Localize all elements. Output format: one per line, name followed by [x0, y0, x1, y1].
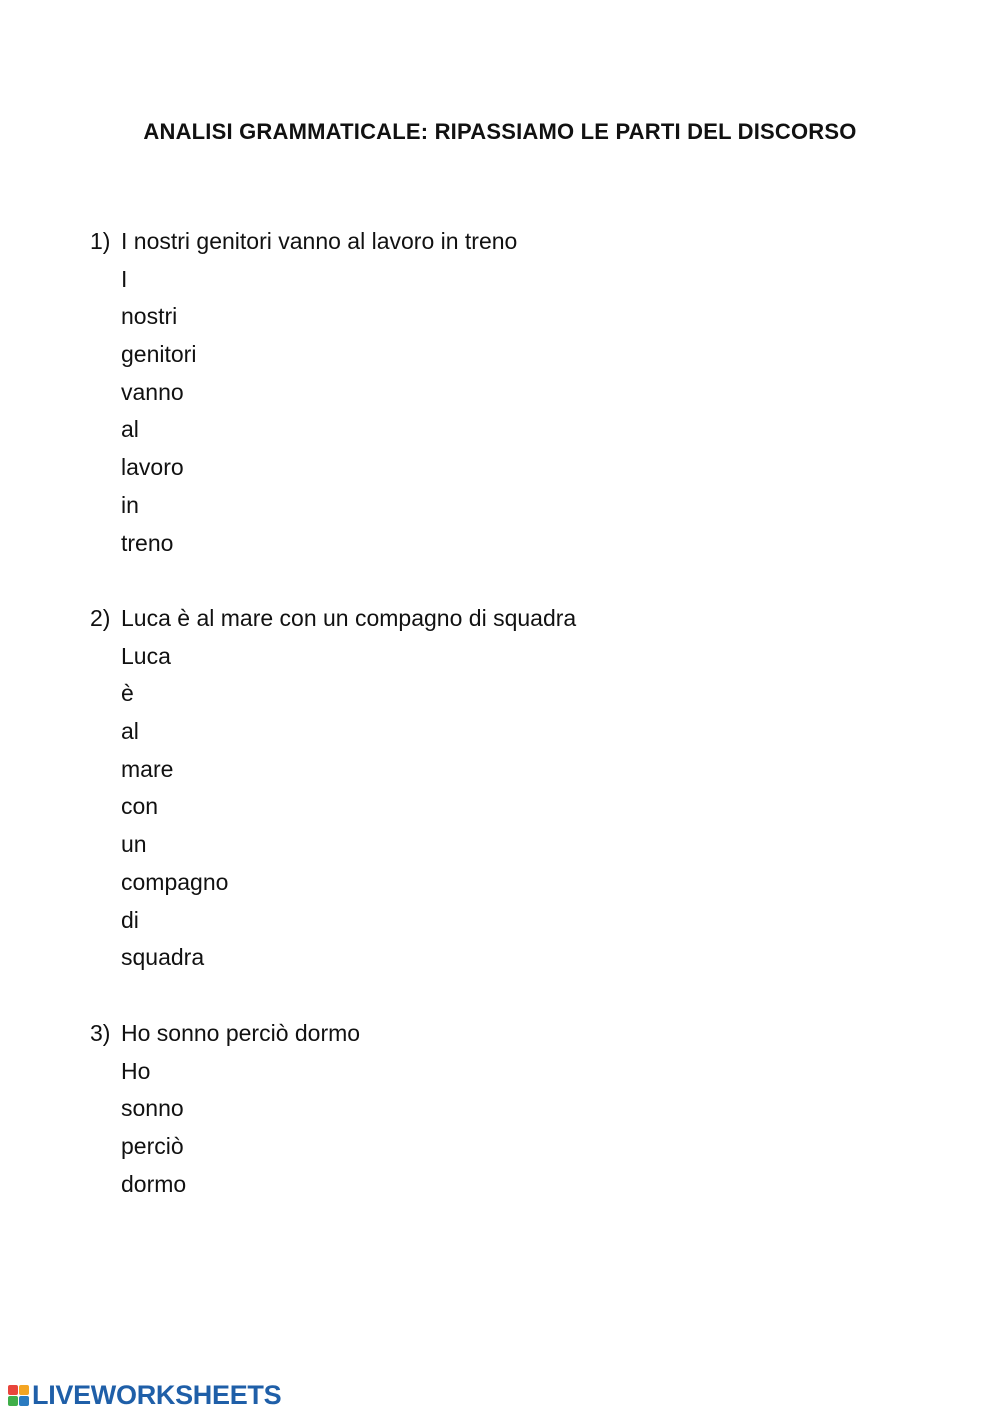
exercise-sentence [90, 224, 890, 262]
logo-block-icon [8, 1385, 18, 1395]
word-item: squadra [121, 944, 205, 971]
liveworksheets-logo [8, 1378, 281, 1412]
logo-block-icon [19, 1396, 29, 1406]
sentence-text: Ho sonno perciò dormo [121, 1020, 361, 1046]
word-item: genitori [121, 341, 197, 368]
sentence-text: I nostri genitori vanno al lavoro in treno [121, 228, 518, 254]
word-list [90, 262, 890, 564]
exercise-number: 2) [90, 605, 111, 631]
word-item: con [121, 793, 159, 820]
page-title: ANALISI GRAMMATICALE: RIPASSIAMO LE PARTI DEL DISCORSO [143, 119, 857, 144]
word-item: mare [121, 755, 174, 782]
exercise-1 [90, 224, 890, 563]
liveworksheets-logo-icon [8, 1385, 29, 1406]
word-item: un [121, 831, 147, 858]
word-item: vanno [121, 378, 184, 405]
exercise-3 [90, 1016, 890, 1204]
word-item: treno [121, 529, 174, 556]
word-item: al [121, 416, 139, 443]
word-item: nostri [121, 303, 178, 330]
word-item: al [121, 718, 139, 745]
word-item: perciò [121, 1133, 184, 1160]
word-item: compagno [121, 868, 229, 895]
word-item: Luca [121, 642, 171, 669]
word-item: I [121, 265, 128, 292]
word-item: lavoro [121, 454, 184, 481]
word-item: in [121, 491, 139, 518]
exercise-number: 1) [90, 228, 111, 254]
exercise-2 [90, 601, 890, 978]
word-list [90, 639, 890, 978]
sentence-text: Luca è al mare con un compagno di squadra [121, 605, 577, 631]
word-list [90, 1054, 890, 1205]
word-item: di [121, 906, 139, 933]
logo-block-icon [19, 1385, 29, 1395]
exercise-sentence [90, 1016, 890, 1054]
word-item: Ho [121, 1057, 151, 1084]
exercise-sentence [90, 601, 890, 639]
logo-text: LIVEWORKSHEETS [32, 1379, 282, 1410]
word-item: dormo [121, 1170, 187, 1197]
word-item: è [121, 680, 134, 707]
word-item: sonno [121, 1095, 184, 1122]
logo-block-icon [8, 1396, 18, 1406]
exercise-number: 3) [90, 1020, 111, 1046]
